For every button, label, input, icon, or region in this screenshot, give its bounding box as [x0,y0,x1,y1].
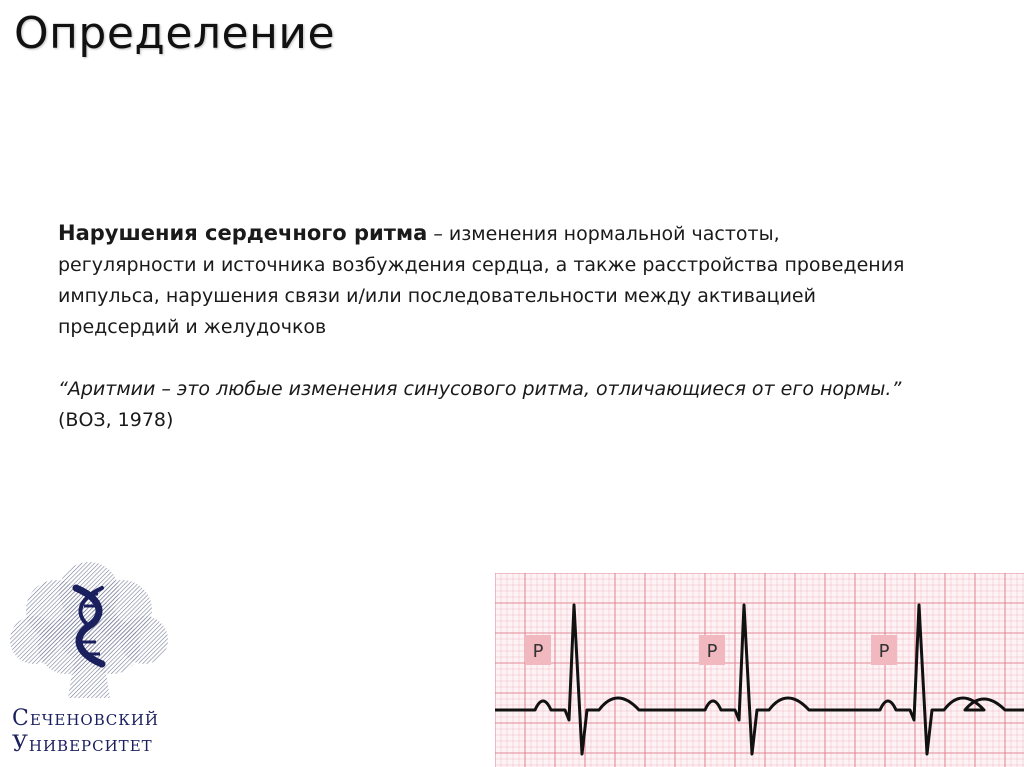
p-wave-label [871,635,897,665]
p-wave-label-text: P [706,641,718,662]
logo-text-line-2: Университет [12,732,153,757]
university-logo [4,560,174,760]
body-text [58,218,918,436]
logo-text-line-1: Сеченовский [12,706,159,731]
p-wave-label [525,635,551,665]
p-wave-label-text: P [878,641,890,662]
quote-text: “Аритмии – это любые изменения синусового ритма, отличающиеся от его нормы.” [58,378,902,400]
ecg-strip-icon [495,573,1024,767]
quote-source: (ВОЗ, 1978) [58,409,174,431]
quote-paragraph [58,374,918,436]
definition-text: – изменения нормальной частоты, регулярности и источника возбуждения сердца, а также расстройства проведения импульса, нарушения связи и/или последовательности между активацией предсердий и желудочков [58,223,905,338]
p-wave-label-text: P [532,641,544,662]
p-wave-label [699,635,725,665]
dna-tree-icon [4,560,174,700]
definition-term: Нарушения сердечного ритма [58,221,428,245]
definition-paragraph [58,218,918,343]
slide-title: Определение [14,8,336,59]
